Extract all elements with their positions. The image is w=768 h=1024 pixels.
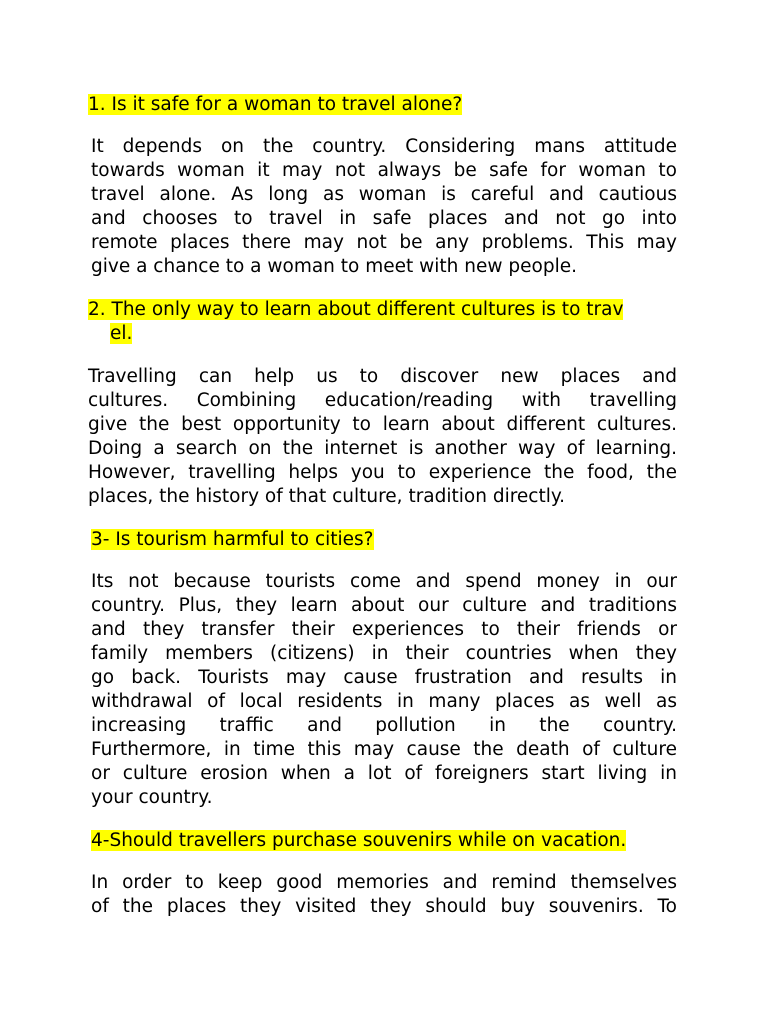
question-4-line-1: 4-Should travellers purchase souvenirs while on vacation. <box>91 830 627 851</box>
answer-2-line-2: cultures. Combining education/reading with travelling <box>88 390 677 411</box>
answer-3-line-10: your country. <box>91 787 213 808</box>
answer-3-line-3: and they transfer their experiences to their friends or <box>91 619 677 640</box>
answer-3-line-4: family members (citizens) in their countries when they <box>91 643 677 664</box>
answer-1 <box>91 135 677 279</box>
answer-3-line-1: Its not because tourists come and spend money in our <box>91 571 677 592</box>
answer-3-line-9: or culture erosion when a lot of foreigners start living in <box>91 763 677 784</box>
answer-3-line-2: country. Plus, they learn about our culture and traditions <box>91 595 677 616</box>
answer-2-line-3: give the best opportunity to learn about different cultures. <box>88 414 677 435</box>
answer-3-line-8: Furthermore, in time this may cause the death of culture <box>91 739 677 760</box>
question-2-line-1: 2. The only way to learn about different cultures is to trav <box>88 299 624 320</box>
answer-2-line-5: However, travelling helps you to experience the food, the <box>88 462 677 483</box>
answer-2-line-1: Travelling can help us to discover new places and <box>88 366 677 387</box>
question-3 <box>91 528 374 552</box>
question-1 <box>88 93 462 117</box>
answer-4 <box>91 871 677 919</box>
answer-4-line-1: In order to keep good memories and remind themselves <box>91 872 677 893</box>
answer-2 <box>88 365 677 509</box>
question-3-line-1: 3- Is tourism harmful to cities? <box>91 529 374 550</box>
answer-3-line-6: withdrawal of local residents in many places as well as <box>91 691 677 712</box>
answer-3 <box>91 570 677 810</box>
answer-1-line-3: travel alone. As long as woman is careful and cautious <box>91 184 677 205</box>
answer-1-line-5: remote places there may not be any problems. This may <box>91 232 677 253</box>
answer-4-line-2: of the places they visited they should buy souvenirs. To <box>91 896 677 917</box>
answer-3-line-7: increasing traffic and pollution in the country. <box>91 715 677 736</box>
answer-2-line-4: Doing a search on the internet is another way of learning. <box>88 438 677 459</box>
question-2-line-2: el. <box>110 323 133 344</box>
answer-2-line-6: places, the history of that culture, tradition directly. <box>88 486 566 507</box>
answer-3-line-5: go back. Tourists may cause frustration and results in <box>91 667 677 688</box>
question-1-line-1: 1. Is it safe for a woman to travel alone? <box>88 94 463 115</box>
question-2 <box>88 298 623 346</box>
answer-1-line-6: give a chance to a woman to meet with new people. <box>91 256 577 277</box>
answer-1-line-2: towards woman it may not always be safe for woman to <box>91 160 677 181</box>
answer-1-line-4: and chooses to travel in safe places and not go into <box>91 208 677 229</box>
answer-1-line-1: It depends on the country. Considering mans attitude <box>91 136 677 157</box>
question-4 <box>91 829 626 853</box>
